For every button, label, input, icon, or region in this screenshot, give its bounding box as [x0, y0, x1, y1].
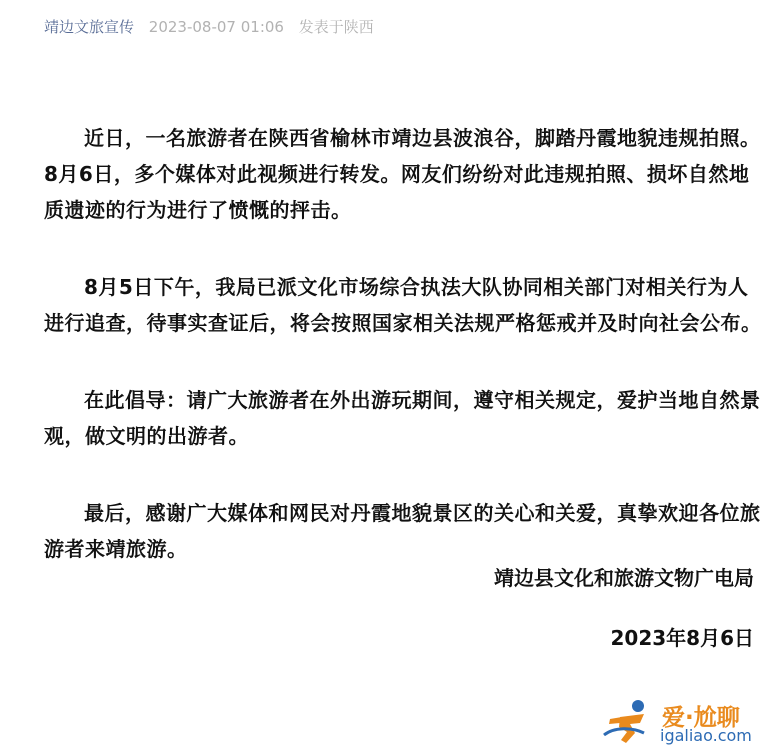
watermark-url: igaliao.com	[660, 726, 752, 745]
paragraph-3: 在此倡导：请广大旅游者在外出游玩期间，遵守相关规定，爱护当地自然景观，做文明的出游者。	[44, 388, 761, 448]
paragraph-1: 近日，一名旅游者在陕西省榆林市靖边县波浪谷，脚踏丹霞地貌违规拍照。8月6日，多个媒体对此视频进行转发。网友们纷纷对此违规拍照、损坏自然地质遗迹的行为进行了愤慨的抨击。	[44, 126, 761, 222]
watermark-brand: 爱·尬聊	[662, 705, 740, 731]
account-name-link[interactable]: 靖边文旅宣传	[44, 18, 135, 36]
signature-date: 2023年8月6日	[610, 626, 754, 650]
article-meta	[44, 15, 374, 39]
running-figure-icon	[600, 697, 662, 747]
article-body	[44, 120, 762, 608]
watermark-logo	[600, 697, 770, 747]
paragraph-2: 8月5日下午，我局已派文化市场综合执法大队协同相关部门对相关行为人进行追查，待事实查证后，将会按照国家相关法规严格惩戒并及时向社会公布。	[44, 275, 762, 335]
publish-location: 发表于陕西	[298, 18, 374, 36]
signature-organization: 靖边县文化和旅游文物广电局	[494, 566, 754, 590]
paragraph-4: 最后，感谢广大媒体和网民对丹霞地貌景区的关心和关爱，真挚欢迎各位旅游者来靖旅游。	[44, 501, 761, 561]
publish-datetime: 2023-08-07 01:06	[148, 18, 284, 36]
